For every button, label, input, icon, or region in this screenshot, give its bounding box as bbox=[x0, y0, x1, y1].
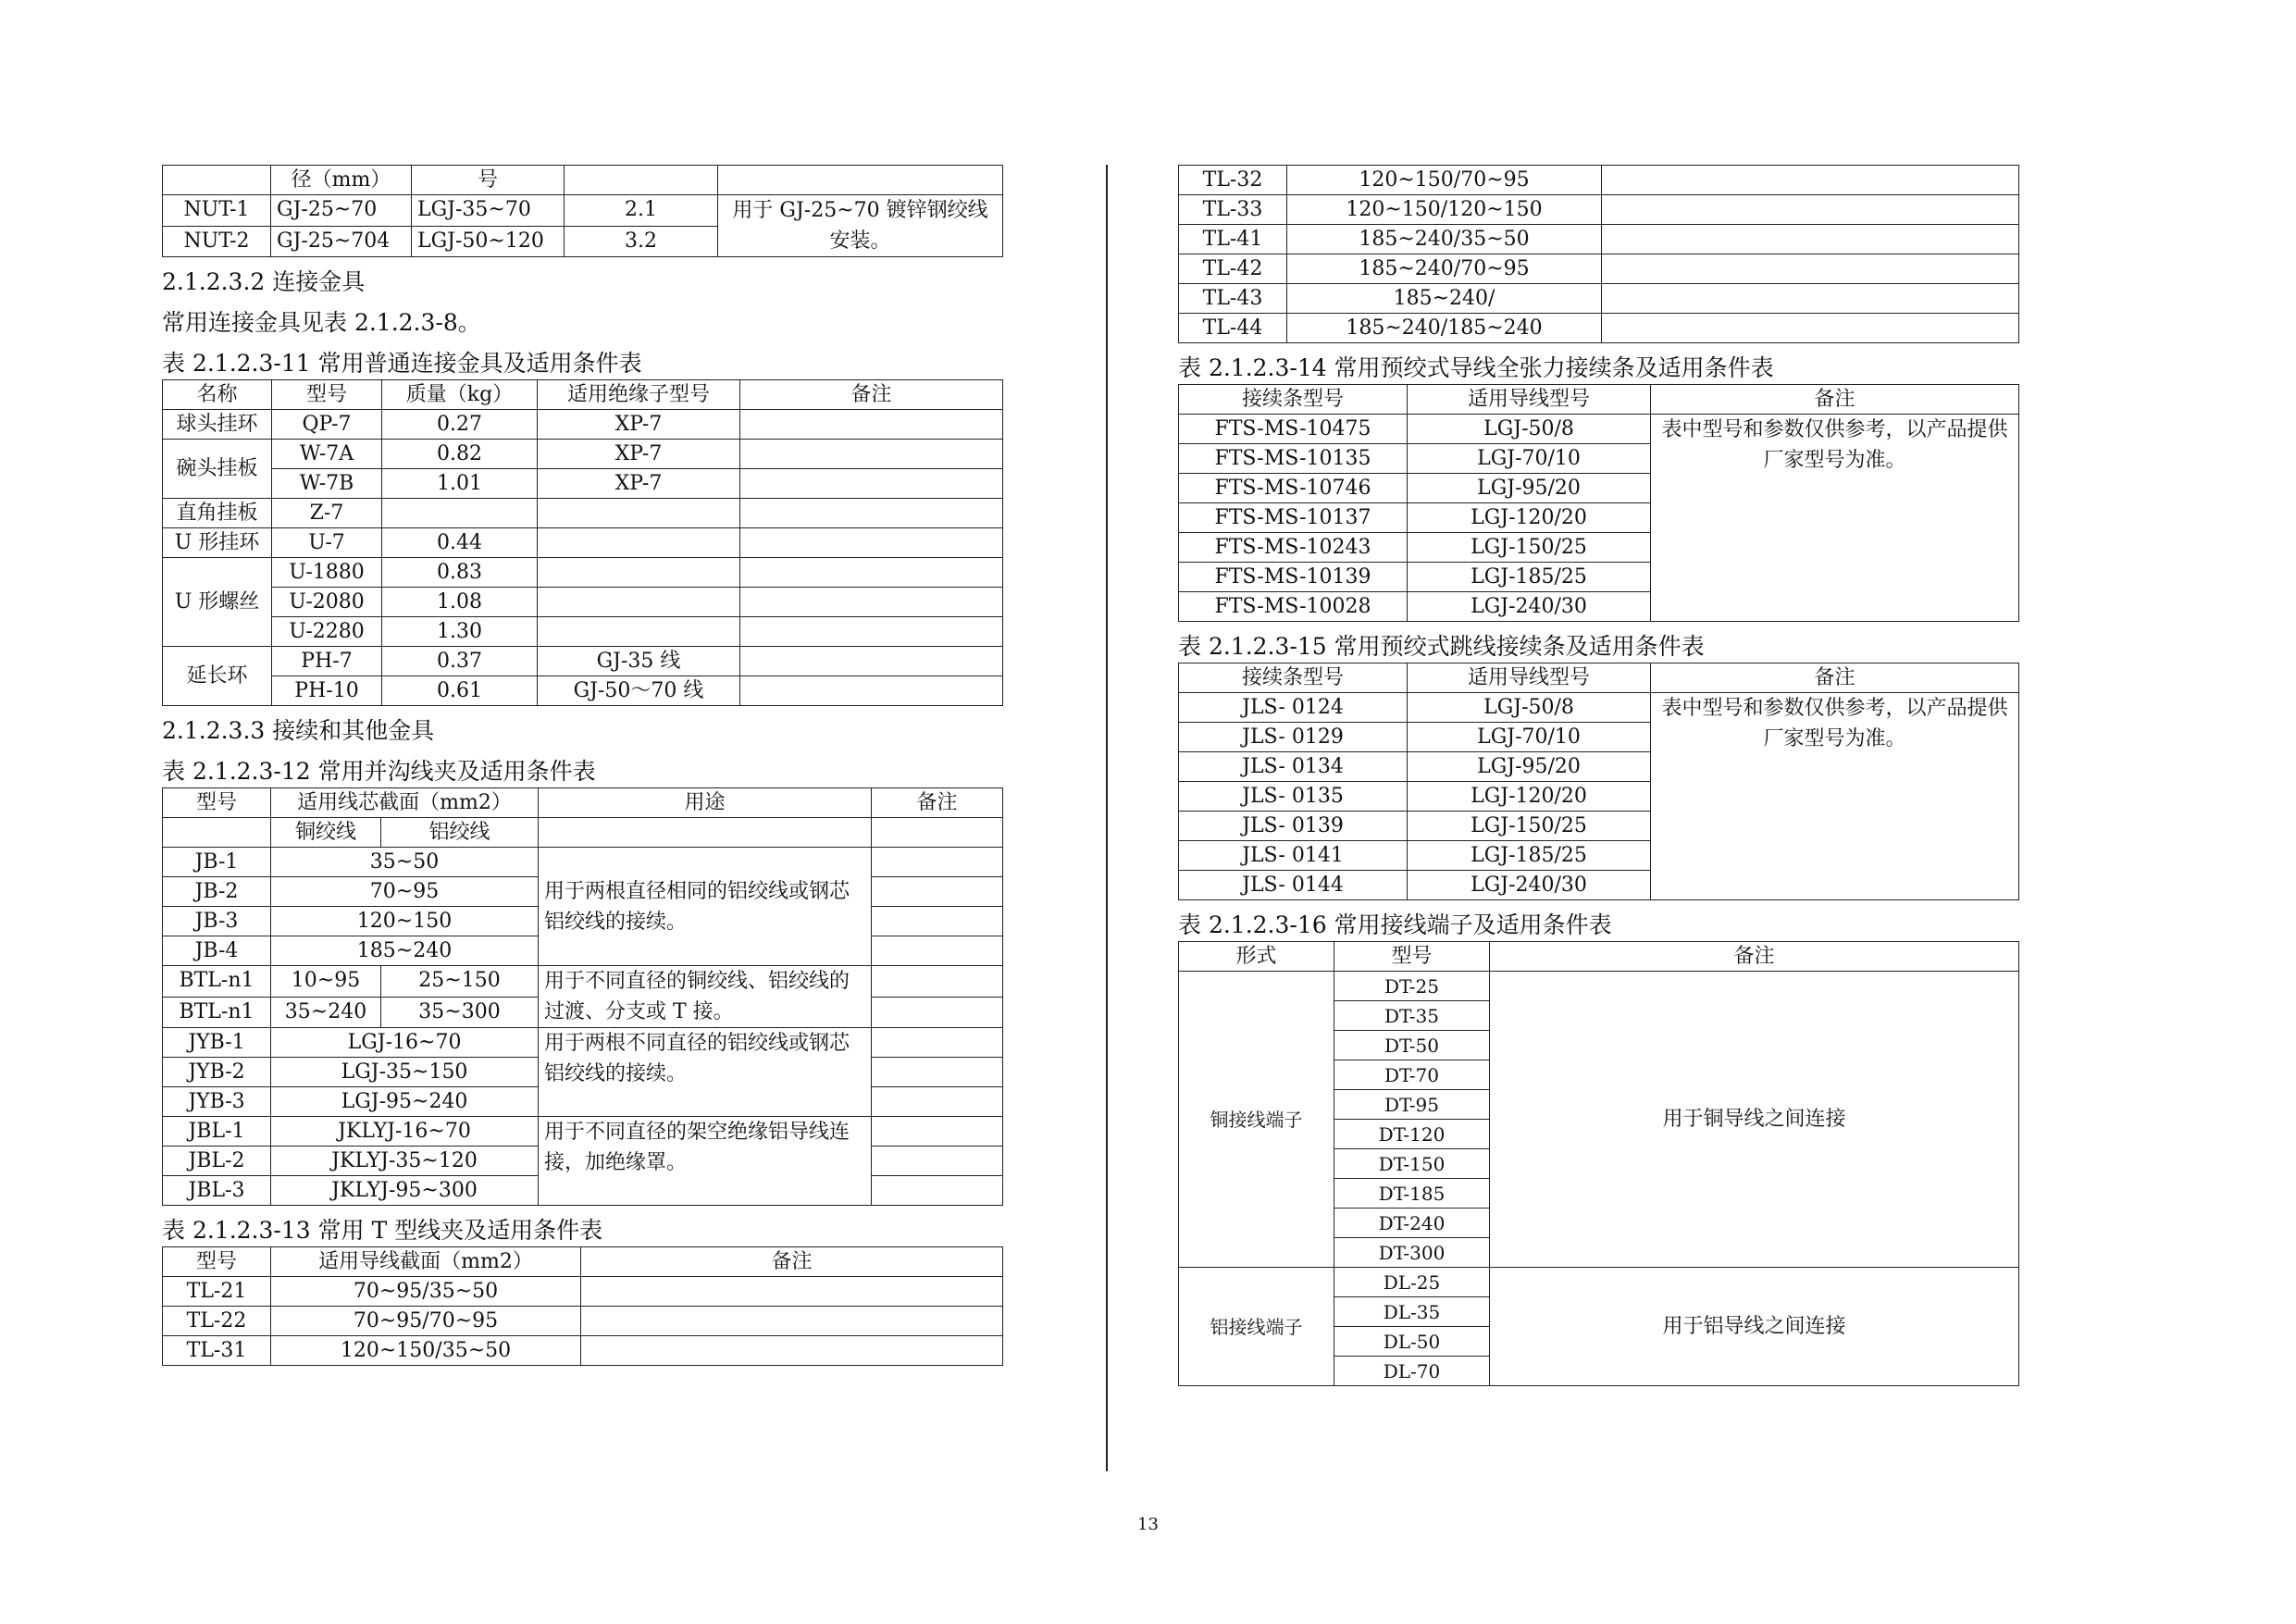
table-cell: JBL-3 bbox=[163, 1176, 271, 1206]
column-divider bbox=[1106, 165, 1108, 1471]
table-cell: 备注 bbox=[872, 788, 1003, 818]
table-row bbox=[1179, 972, 2019, 1001]
table-cell: JYB-1 bbox=[163, 1028, 271, 1058]
table-cell bbox=[740, 558, 1003, 588]
table-cell bbox=[872, 1058, 1003, 1087]
table-cell bbox=[538, 558, 740, 588]
table-cell bbox=[718, 166, 1003, 195]
table-cell: TL-33 bbox=[1179, 195, 1287, 225]
table-row bbox=[163, 499, 1003, 528]
table-cell: JKLYJ-35~120 bbox=[271, 1147, 539, 1176]
table-cell: LGJ-35~150 bbox=[271, 1058, 539, 1087]
table-cell: 3.2 bbox=[565, 226, 718, 257]
table-cell bbox=[872, 1176, 1003, 1206]
table-cell bbox=[1602, 254, 2019, 284]
table-cell: W-7B bbox=[272, 469, 382, 499]
table-row bbox=[163, 1028, 1003, 1058]
table-cell: 质量（kg） bbox=[382, 380, 538, 410]
table-row bbox=[163, 410, 1003, 440]
table-cell: TL-31 bbox=[163, 1336, 271, 1366]
table-cell bbox=[581, 1277, 1003, 1307]
table-header-row bbox=[1179, 663, 2019, 693]
table-header-row bbox=[163, 1247, 1003, 1277]
table-14-caption: 表 2.1.2.3-14 常用预绞式导线全张力接续条及适用条件表 bbox=[1178, 354, 1774, 381]
table-cell: JYB-2 bbox=[163, 1058, 271, 1087]
table-header-row bbox=[1179, 385, 2019, 415]
table-cell: 名称 bbox=[163, 380, 272, 410]
table-cell bbox=[163, 818, 271, 848]
table-cell: 型号 bbox=[272, 380, 382, 410]
table-cell bbox=[740, 440, 1003, 469]
table-cell: DL-35 bbox=[1334, 1297, 1490, 1327]
table-row bbox=[163, 558, 1003, 588]
table-11 bbox=[162, 379, 1003, 706]
table-cell: JB-1 bbox=[163, 848, 271, 877]
table-cell: DT-240 bbox=[1334, 1209, 1490, 1238]
table-cell: FTS-MS-10139 bbox=[1179, 563, 1408, 592]
table-cell: 0.44 bbox=[382, 528, 538, 558]
table-cell bbox=[872, 997, 1003, 1028]
table-cell: 适用线芯截面（mm2） bbox=[271, 788, 539, 818]
table-cell: 185~240/35~50 bbox=[1287, 225, 1602, 254]
table-cell: 备注 bbox=[1651, 385, 2019, 415]
table-cell: 延长环 bbox=[163, 647, 272, 706]
table-cell: 接续条型号 bbox=[1179, 385, 1408, 415]
table-cell: JB-2 bbox=[163, 877, 271, 907]
table-cell: LGJ-50/8 bbox=[1408, 415, 1651, 444]
table-cell bbox=[538, 499, 740, 528]
table-cell: LGJ-50~120 bbox=[412, 226, 565, 257]
table-cell: DT-95 bbox=[1334, 1090, 1490, 1120]
table-cell: LGJ-120/20 bbox=[1408, 782, 1651, 812]
table-cell: PH-7 bbox=[272, 647, 382, 676]
table-cell bbox=[1602, 166, 2019, 195]
table-cell: QP-7 bbox=[272, 410, 382, 440]
table-header-row bbox=[1179, 942, 2019, 972]
table-16-caption: 表 2.1.2.3-16 常用接线端子及适用条件表 bbox=[1178, 911, 1612, 938]
table-cell: GJ-25~704 bbox=[271, 226, 412, 257]
table-cell: 备注 bbox=[740, 380, 1003, 410]
table-cell bbox=[740, 499, 1003, 528]
table-row bbox=[163, 1117, 1003, 1147]
table-row bbox=[163, 676, 1003, 706]
table-row bbox=[1179, 225, 2019, 254]
table-cell: FTS-MS-10028 bbox=[1179, 592, 1408, 622]
table-cell: 备注 bbox=[581, 1247, 1003, 1277]
table-cell: 185~240 bbox=[271, 936, 539, 966]
table-cell: DT-25 bbox=[1334, 972, 1490, 1001]
table-cell: 型号 bbox=[163, 788, 271, 818]
table-cell: 35~300 bbox=[381, 997, 539, 1028]
table-cell: PH-10 bbox=[272, 676, 382, 706]
table-cell: XP-7 bbox=[538, 410, 740, 440]
table-cell: FTS-MS-10137 bbox=[1179, 503, 1408, 533]
table-cell: LGJ-120/20 bbox=[1408, 503, 1651, 533]
table-cell bbox=[740, 410, 1003, 440]
table-row bbox=[163, 469, 1003, 499]
table-cell: GJ-25~70 bbox=[271, 195, 412, 227]
table-16 bbox=[1178, 941, 2019, 1386]
table-row bbox=[1179, 314, 2019, 343]
table-cell: 0.27 bbox=[382, 410, 538, 440]
table-cell: 铝接线端子 bbox=[1179, 1268, 1334, 1386]
table-cell: 1.08 bbox=[382, 588, 538, 617]
table-cell: TL-42 bbox=[1179, 254, 1287, 284]
table-row bbox=[163, 848, 1003, 877]
table-cell: DL-25 bbox=[1334, 1268, 1490, 1297]
table-cell: 0.82 bbox=[382, 440, 538, 469]
table-cell: JBL-2 bbox=[163, 1147, 271, 1176]
table-cell: 35~50 bbox=[271, 848, 539, 877]
table-cell: JBL-1 bbox=[163, 1117, 271, 1147]
table-cell: LGJ-35~70 bbox=[412, 195, 565, 227]
table-cell: LGJ-150/25 bbox=[1408, 533, 1651, 563]
table-cell: DT-185 bbox=[1334, 1179, 1490, 1209]
table-row bbox=[1179, 195, 2019, 225]
table-header-row bbox=[163, 818, 1003, 848]
table-15-caption: 表 2.1.2.3-15 常用预绞式跳线接续条及适用条件表 bbox=[1178, 633, 1705, 660]
table-cell: 型号 bbox=[163, 1247, 271, 1277]
table-cell bbox=[1602, 314, 2019, 343]
table-cell: LGJ-150/25 bbox=[1408, 812, 1651, 841]
table-cell bbox=[872, 1028, 1003, 1058]
table-cell: 185~240/70~95 bbox=[1287, 254, 1602, 284]
table-cell: JYB-3 bbox=[163, 1087, 271, 1117]
table-13-right bbox=[1178, 165, 2019, 343]
table-cell: LGJ-95~240 bbox=[271, 1087, 539, 1117]
table-cell: U-2280 bbox=[272, 617, 382, 647]
table-12-caption: 表 2.1.2.3-12 常用并沟线夹及适用条件表 bbox=[162, 758, 596, 785]
table-cell bbox=[740, 617, 1003, 647]
table-cell bbox=[872, 848, 1003, 877]
table-cell: LGJ-185/25 bbox=[1408, 841, 1651, 871]
table-16-remark: 用于铝导线之间连接 bbox=[1490, 1268, 2019, 1386]
table-cell: 0.83 bbox=[382, 558, 538, 588]
table-cell: 120~150/70~95 bbox=[1287, 166, 1602, 195]
table-cell bbox=[740, 647, 1003, 676]
table-cell: JLS- 0139 bbox=[1179, 812, 1408, 841]
table-cell: JLS- 0124 bbox=[1179, 693, 1408, 723]
table-cell bbox=[740, 469, 1003, 499]
table-cell: 号 bbox=[412, 166, 565, 195]
table-cell: 70~95/70~95 bbox=[271, 1307, 581, 1336]
table-cell bbox=[872, 936, 1003, 966]
table-cell: GJ-35 线 bbox=[538, 647, 740, 676]
table-cell bbox=[538, 617, 740, 647]
table-cell bbox=[872, 966, 1003, 998]
table-row bbox=[1179, 693, 2019, 723]
table-cell: 0.61 bbox=[382, 676, 538, 706]
table-cell bbox=[538, 588, 740, 617]
table-cell: JLS- 0144 bbox=[1179, 871, 1408, 900]
table-cell: 1.01 bbox=[382, 469, 538, 499]
table-row bbox=[163, 588, 1003, 617]
table-cell: 铜绞线 bbox=[271, 818, 381, 848]
table-cell: 铝绞线 bbox=[381, 818, 539, 848]
table-cell bbox=[872, 877, 1003, 907]
table-cell: XP-7 bbox=[538, 469, 740, 499]
table-row bbox=[163, 647, 1003, 676]
table-cell bbox=[1602, 284, 2019, 314]
table-cell: Z-7 bbox=[272, 499, 382, 528]
table-cell: FTS-MS-10475 bbox=[1179, 415, 1408, 444]
table-cell bbox=[872, 1117, 1003, 1147]
table-cell: FTS-MS-10243 bbox=[1179, 533, 1408, 563]
table-cell: 185~240/ bbox=[1287, 284, 1602, 314]
table-cell: BTL-n1 bbox=[163, 997, 271, 1028]
table-cell: TL-21 bbox=[163, 1277, 271, 1307]
table-cell bbox=[539, 818, 872, 848]
section-text: 常用连接金具见表 2.1.2.3-8。 bbox=[162, 309, 481, 336]
table-cell: 型号 bbox=[1334, 942, 1490, 972]
table-row bbox=[1179, 415, 2019, 444]
table-cell: U-7 bbox=[272, 528, 382, 558]
table-cell bbox=[565, 166, 718, 195]
table-cell: DT-50 bbox=[1334, 1031, 1490, 1060]
table-cell: U-1880 bbox=[272, 558, 382, 588]
table-cell bbox=[1602, 195, 2019, 225]
table-cell: 碗头挂板 bbox=[163, 440, 272, 499]
section-heading: 2.1.2.3.3 接续和其他金具 bbox=[162, 717, 435, 744]
table-cell: 25~150 bbox=[381, 966, 539, 998]
table-cell: LGJ-95/20 bbox=[1408, 474, 1651, 503]
table-cell: DL-70 bbox=[1334, 1357, 1490, 1386]
table-cell: JLS- 0135 bbox=[1179, 782, 1408, 812]
table-cell: FTS-MS-10135 bbox=[1179, 444, 1408, 474]
table-cell bbox=[382, 499, 538, 528]
table-row bbox=[1179, 166, 2019, 195]
table-row bbox=[163, 617, 1003, 647]
table-cell: 10~95 bbox=[271, 966, 381, 998]
table-cell bbox=[163, 166, 271, 195]
use-cell: 用于不同直径的铜绞线、铝绞线的过渡、分支或 T 接。 bbox=[539, 966, 872, 1028]
table-cell: 70~95/35~50 bbox=[271, 1277, 581, 1307]
table-cell: 120~150 bbox=[271, 907, 539, 936]
table-cell: DT-35 bbox=[1334, 1001, 1490, 1031]
table-cell bbox=[538, 528, 740, 558]
table-cell bbox=[581, 1307, 1003, 1336]
table-cell bbox=[740, 528, 1003, 558]
table-cell: JLS- 0129 bbox=[1179, 723, 1408, 752]
table-cell bbox=[872, 1087, 1003, 1117]
table-cell: JKLYJ-16~70 bbox=[271, 1117, 539, 1147]
table-cell: DT-120 bbox=[1334, 1120, 1490, 1149]
table-cell: LGJ-240/30 bbox=[1408, 592, 1651, 622]
table-cell bbox=[872, 907, 1003, 936]
table-cell: 35~240 bbox=[271, 997, 381, 1028]
table-cell: LGJ-185/25 bbox=[1408, 563, 1651, 592]
table-cell: JLS- 0141 bbox=[1179, 841, 1408, 871]
table-cell: DL-50 bbox=[1334, 1327, 1490, 1357]
table-row bbox=[1179, 284, 2019, 314]
table-cell: 1.30 bbox=[382, 617, 538, 647]
nut-remark: 用于 GJ-25~70 镀锌钢绞线安装。 bbox=[718, 195, 1003, 257]
table-cell: 适用导线截面（mm2） bbox=[271, 1247, 581, 1277]
table-cell: TL-32 bbox=[1179, 166, 1287, 195]
right-column bbox=[1178, 165, 2018, 1386]
table-row bbox=[163, 966, 1003, 998]
table-cell: 形式 bbox=[1179, 942, 1334, 972]
table-cell: LGJ-95/20 bbox=[1408, 752, 1651, 782]
table-cell bbox=[581, 1336, 1003, 1366]
table-15 bbox=[1178, 663, 2019, 900]
table-cell: FTS-MS-10746 bbox=[1179, 474, 1408, 503]
table-cell: JB-3 bbox=[163, 907, 271, 936]
table-cell bbox=[740, 588, 1003, 617]
table-row bbox=[163, 1307, 1003, 1336]
table-header-row bbox=[163, 788, 1003, 818]
use-cell: 用于不同直径的架空绝缘铝导线连接，加绝缘罩。 bbox=[539, 1117, 872, 1206]
table-cell: 适用导线型号 bbox=[1408, 385, 1651, 415]
table-cell: DT-300 bbox=[1334, 1238, 1490, 1268]
table-16-remark: 用于铜导线之间连接 bbox=[1490, 972, 2019, 1268]
table-cell: 用途 bbox=[539, 788, 872, 818]
table-cell: BTL-n1 bbox=[163, 966, 271, 998]
table-row bbox=[163, 440, 1003, 469]
use-cell: 用于两根不同直径的铝绞线或钢芯铝绞线的接续。 bbox=[539, 1028, 872, 1117]
table-cell: LGJ-16~70 bbox=[271, 1028, 539, 1058]
table-14 bbox=[1178, 384, 2019, 622]
table-cell: 120~150/120~150 bbox=[1287, 195, 1602, 225]
table-row bbox=[163, 528, 1003, 558]
table-row bbox=[163, 166, 1003, 195]
table-cell: DT-150 bbox=[1334, 1149, 1490, 1179]
table-row bbox=[1179, 254, 2019, 284]
table-cell: 铜接线端子 bbox=[1179, 972, 1334, 1268]
table-cell bbox=[872, 818, 1003, 848]
table-13-caption: 表 2.1.2.3-13 常用 T 型线夹及适用条件表 bbox=[162, 1217, 603, 1244]
table-cell: U 形挂环 bbox=[163, 528, 272, 558]
table-cell: LGJ-240/30 bbox=[1408, 871, 1651, 900]
table-cell bbox=[1602, 225, 2019, 254]
table-cell: 适用导线型号 bbox=[1408, 663, 1651, 693]
table-header-row bbox=[163, 380, 1003, 410]
table-cell: DT-70 bbox=[1334, 1060, 1490, 1090]
table-cell: 2.1 bbox=[565, 195, 718, 227]
table-row bbox=[163, 195, 1003, 227]
table-cell: 直角挂板 bbox=[163, 499, 272, 528]
table-cell: 径（mm） bbox=[271, 166, 412, 195]
table-cell: U 形螺丝 bbox=[163, 558, 272, 647]
table-cell: 备注 bbox=[1490, 942, 2019, 972]
use-cell: 用于两根直径相同的铝绞线或钢芯铝绞线的接续。 bbox=[539, 848, 872, 966]
table-cell bbox=[740, 676, 1003, 706]
table-cell: TL-41 bbox=[1179, 225, 1287, 254]
page-number: 13 bbox=[1137, 1515, 1159, 1534]
table-cell: NUT-2 bbox=[163, 226, 271, 257]
table-11-caption: 表 2.1.2.3-11 常用普通连接金具及适用条件表 bbox=[162, 350, 642, 377]
table-cell: NUT-1 bbox=[163, 195, 271, 227]
table-cell: 适用绝缘子型号 bbox=[538, 380, 740, 410]
table-12 bbox=[162, 787, 1003, 1206]
table-row bbox=[163, 1336, 1003, 1366]
table-cell: TL-22 bbox=[163, 1307, 271, 1336]
table-cell: LGJ-70/10 bbox=[1408, 723, 1651, 752]
table-cell: 120~150/35~50 bbox=[271, 1336, 581, 1366]
table-row bbox=[1179, 1268, 2019, 1297]
table-cell: W-7A bbox=[272, 440, 382, 469]
table-cell: 备注 bbox=[1651, 663, 2019, 693]
table-cell: JKLYJ-95~300 bbox=[271, 1176, 539, 1206]
table-cell: JLS- 0134 bbox=[1179, 752, 1408, 782]
table-15-remark: 表中型号和参数仅供参考，以产品提供厂家型号为准。 bbox=[1651, 693, 2019, 900]
table-cell: TL-44 bbox=[1179, 314, 1287, 343]
table-14-remark: 表中型号和参数仅供参考，以产品提供厂家型号为准。 bbox=[1651, 415, 2019, 622]
table-row bbox=[163, 1277, 1003, 1307]
table-cell: 185~240/185~240 bbox=[1287, 314, 1602, 343]
table-cell: 70~95 bbox=[271, 877, 539, 907]
table-cell bbox=[872, 1147, 1003, 1176]
table-13-left bbox=[162, 1246, 1003, 1366]
table-cell: LGJ-70/10 bbox=[1408, 444, 1651, 474]
left-column bbox=[162, 165, 1002, 1366]
table-cell: JB-4 bbox=[163, 936, 271, 966]
table-cell: LGJ-50/8 bbox=[1408, 693, 1651, 723]
table-cell: GJ-50～70 线 bbox=[538, 676, 740, 706]
table-cell: TL-43 bbox=[1179, 284, 1287, 314]
table-cell: U-2080 bbox=[272, 588, 382, 617]
table-cell: 球头挂环 bbox=[163, 410, 272, 440]
table-cell: XP-7 bbox=[538, 440, 740, 469]
nut-table bbox=[162, 165, 1003, 257]
table-cell: 接续条型号 bbox=[1179, 663, 1408, 693]
section-heading: 2.1.2.3.2 连接金具 bbox=[162, 268, 366, 295]
table-cell: 0.37 bbox=[382, 647, 538, 676]
